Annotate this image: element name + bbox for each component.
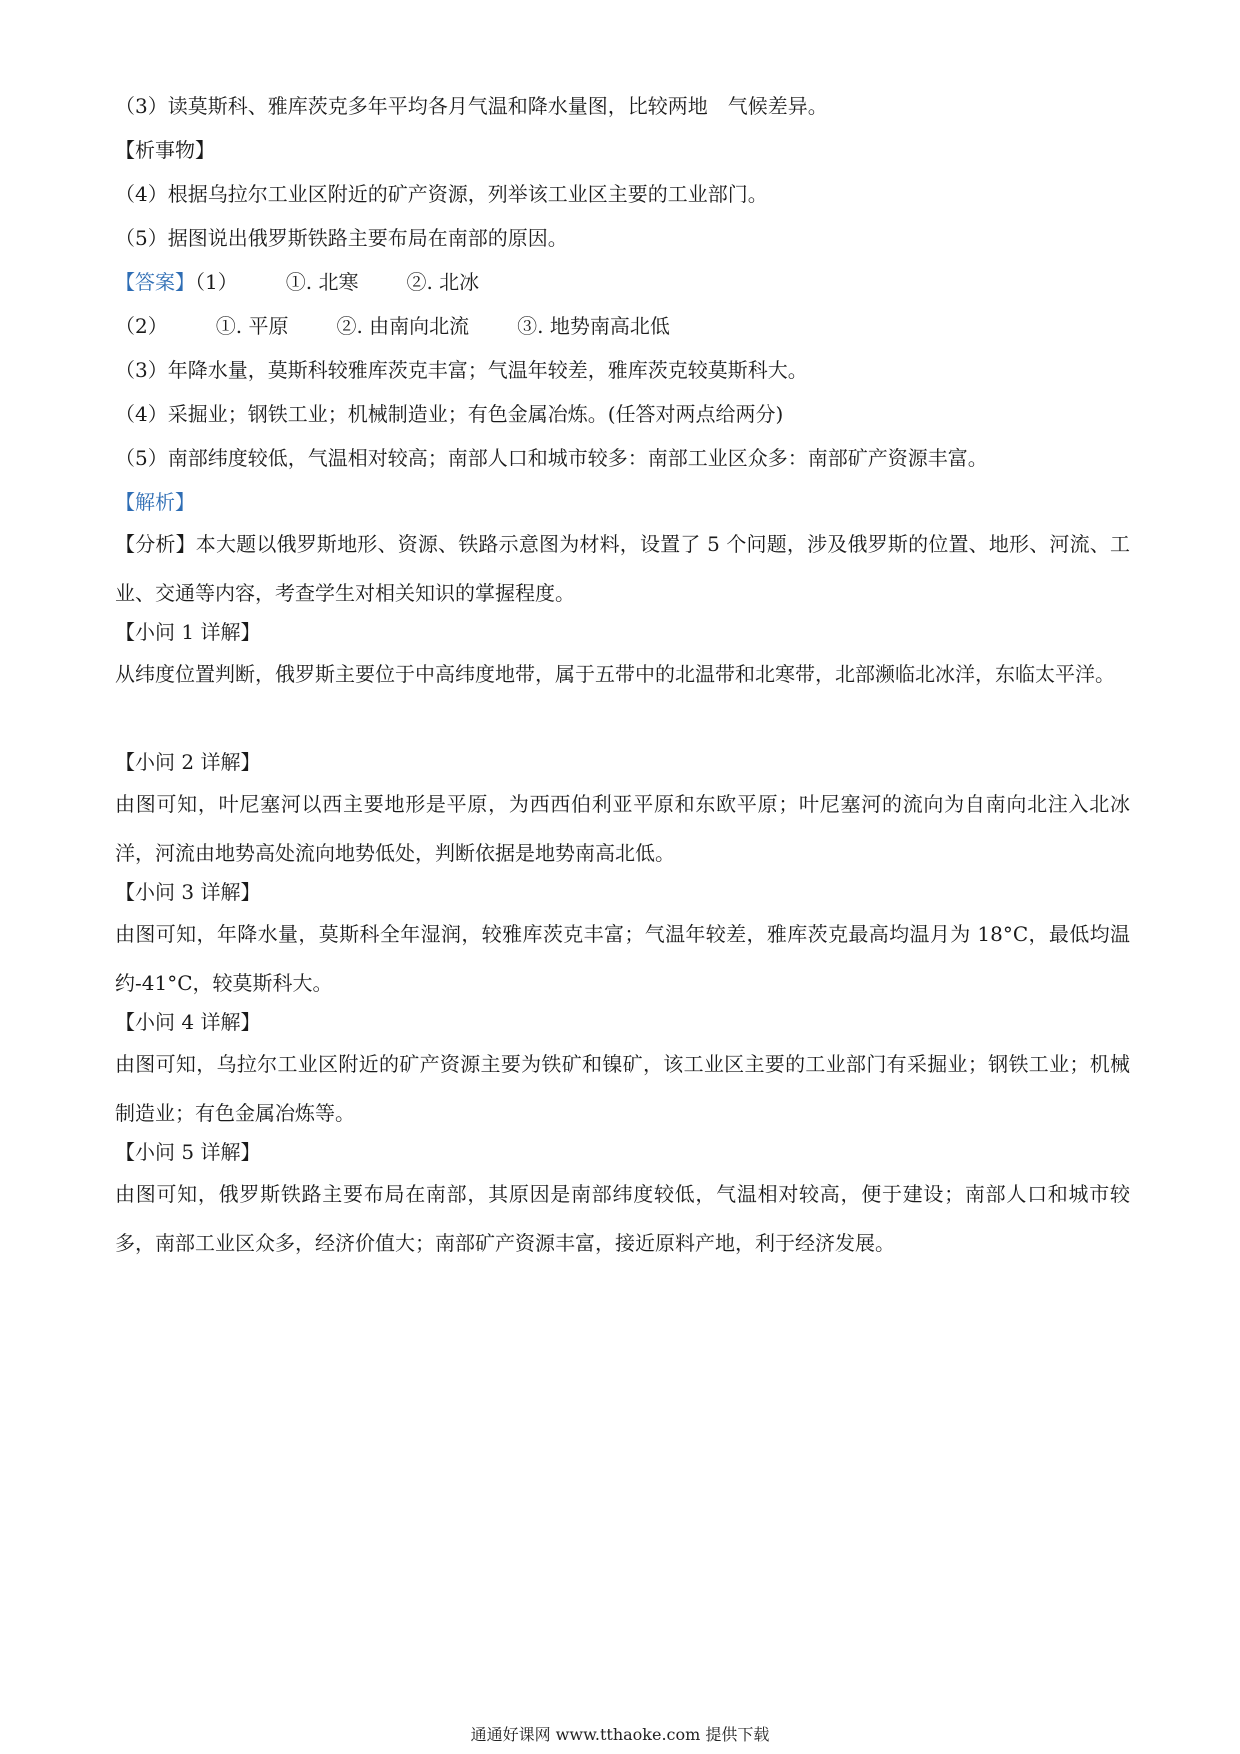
sub-question-4-detail: 由图可知，乌拉尔工业区附近的矿产资源主要为铁矿和镍矿，该工业区主要的工业部门有采掘业；钢铁工业；机械制造业；有色金属冶炼等。 [115,1052,1130,1125]
page-footer: 通通好课网 www.tthaoke.com 提供下载 [470,1725,770,1744]
answer-line-4: （4）采掘业；钢铁工业；机械制造业；有色金属冶炼。(任答对两点给两分) [115,402,784,426]
sub-question-1-heading: 【小问 1 详解】 [115,620,261,644]
answer-1-part-1: ①. 北寒 [285,270,359,294]
sub-question-2-detail: 由图可知，叶尼塞河以西主要地形是平原，为西西伯利亚平原和东欧平原；叶尼塞河的流向为自南向北注入北冰洋，河流由地势高处流向地势低处，判断依据是地势南高北低。 [115,792,1130,865]
sub-question-5-heading: 【小问 5 详解】 [115,1140,261,1164]
question-5: （5）据图说出俄罗斯铁路主要布局在南部的原因。 [115,226,568,250]
answer-2-part-3: ③. 地势南高北低 [517,314,670,338]
sub-question-3-detail: 由图可知，年降水量，莫斯科全年湿润，较雅库茨克丰富；气温年较差，雅库茨克最高均温月为 18°C，最低均温约-41°C，较莫斯科大。 [115,922,1130,995]
question-3: （3）读莫斯科、雅库茨克多年平均各月气温和降水量图，比较两地 气候差异。 [115,94,828,118]
answer-line-2 [115,312,670,340]
sub-question-1-detail: 从纬度位置判断，俄罗斯主要位于中高纬度地带，属于五带中的北温带和北寒带，北部濒临北冰洋，东临太平洋。 [115,662,1115,686]
sub-question-3-heading: 【小问 3 详解】 [115,880,261,904]
explanation-tag: 【解析】 [115,490,195,514]
answer-tag: 【答案】 [115,270,195,294]
answer-2-part-1: ①. 平原 [215,314,289,338]
analysis-paragraph: 【分析】本大题以俄罗斯地形、资源、铁路示意图为材料，设置了 5 个问题，涉及俄罗斯的位置、地形、河流、工业、交通等内容，考查学生对相关知识的掌握程度。 [115,532,1130,605]
sub-question-2-heading: 【小问 2 详解】 [115,750,261,774]
answer-1-part-2: ②. 北冰 [406,270,480,294]
answer-2-part-2: ②. 由南向北流 [336,314,470,338]
sub-question-5-detail: 由图可知，俄罗斯铁路主要布局在南部，其原因是南部纬度较低，气温相对较高，便于建设；南部人口和城市较多，南部工业区众多，经济价值大；南部矿产资源丰富，接近原料产地，利于经济发展。 [115,1182,1130,1255]
answer-2-number: （2） [115,314,168,338]
question-4: （4）根据乌拉尔工业区附近的矿产资源，列举该工业区主要的工业部门。 [115,182,768,206]
answer-line-5: （5）南部纬度较低，气温相对较高；南部人口和城市较多：南部工业区众多：南部矿产资源丰富。 [115,446,988,470]
answer-1-number: （1） [195,270,238,294]
answer-line-1 [115,268,479,296]
answer-line-3: （3）年降水量，莫斯科较雅库茨克丰富；气温年较差，雅库茨克较莫斯科大。 [115,358,808,382]
sub-question-4-heading: 【小问 4 详解】 [115,1010,261,1034]
section-heading-analyze: 【析事物】 [115,138,215,162]
